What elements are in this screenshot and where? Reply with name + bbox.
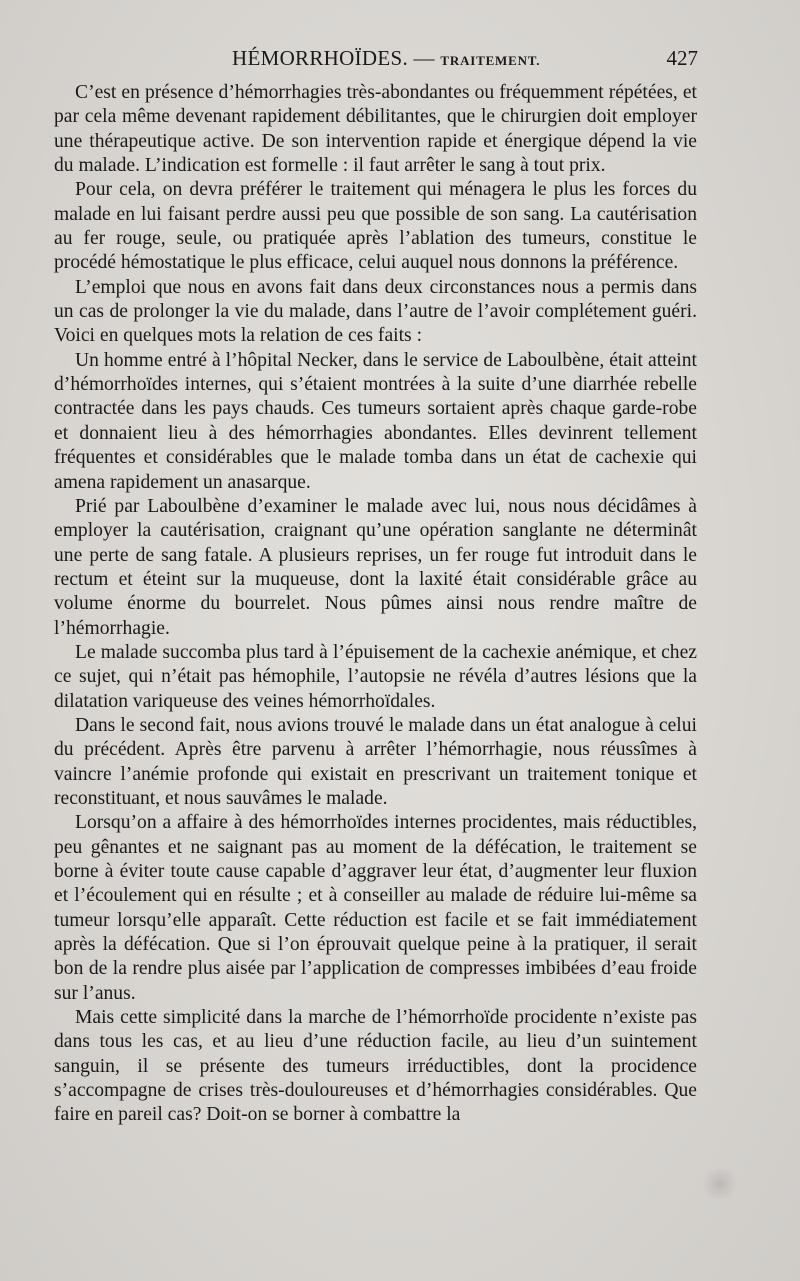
running-title — [232, 46, 540, 71]
paragraph: Pour cela, on devra préférer le traitement qui ménagera le plus les forces du malade en lui faisant perdre aussi peu que possible de son sang. La cautérisation au fer rouge, seule, ou pratiquée après l’ablation des tumeurs, constitue le procédé hémostatique le plus efficace, celui auquel nous donnons la préférence. — [54, 179, 697, 274]
paragraph: Lorsqu’on a affaire à des hémorrhoïdes internes procidentes, mais réductibles, peu gênantes et ne saignant pas au moment de la défécation, le traitement se borne à éviter toute cause capable d’aggraver leur état, d’augmenter leur fluxion et l’écoulement qui en résulte ; et à conseiller au malade de réduire lui-même sa tumeur lorsqu’elle apparaît. Cette réduction est facile et se fait immédiatement après la défécation. Que si l’on éprouvait quelque peine à la pratiquer, il serait bon de la rendre plus aisée par l’application de compresses imbibées d’eau froide sur l’anus. — [54, 812, 697, 1004]
body-text — [54, 81, 697, 1128]
ink-smudge — [700, 1169, 740, 1199]
paragraph: Un homme entré à l’hôpital Necker, dans le service de Laboulbène, était atteint d’hémorrhoïdes internes, qui s’étaient montrées à la suite d’une diarrhée rebelle contractée dans les pays chauds. Ces tumeurs sortaient après chaque garde-robe et donnaient lieu à des hémorrhagies abondantes. Elles devinrent tellement fréquentes et considérables que le malade tomba dans un état de cachexie qui amena rapidement un anasarque. — [54, 349, 697, 493]
paragraph: L’emploi que nous en avons fait dans deux circonstances nous a permis dans un cas de prolonger la vie du malade, dans l’autre de l’avoir complétement guéri. Voici en quelques mots la relation de ces faits : — [54, 276, 697, 347]
running-header — [54, 46, 700, 76]
paragraph: C’est en présence d’hémorrhagies très-abondantes ou fréquemment répétées, et par cela même devenant rapidement débilitantes, que le chirurgien doit employer une thérapeutique active. De son intervention rapide et énergique dépend la vie du malade. L’indication est formelle : il faut arrêter le sang à tout prix. — [54, 82, 697, 177]
running-title-sub: TRAITEMENT. — [440, 53, 541, 68]
page-number: 427 — [666, 46, 698, 70]
paragraph: Mais cette simplicité dans la marche de l’hémorrhoïde procidente n’existe pas dans tous les cas, et au lieu d’une réduction facile, au lieu d’un suintement sanguin, il se présente des tumeurs irréductibles, dont la procidence s’accompagne de crises très-douloureuses et d’hémorrhagies considérables. Que faire en pareil cas? Doit-on se borner à combattre la — [54, 1007, 697, 1126]
running-title-main: HÉMORRHOÏDES. — — [232, 46, 435, 70]
paragraph: Prié par Laboulbène d’examiner le malade avec lui, nous nous décidâmes à employer la cautérisation, craignant qu’une opération sanglante ne déterminât une perte de sang fatale. A plusieurs reprises, un fer rouge fut introduit dans le rectum et éteint sur la muqueuse, dont la laxité était considérable grâce au volume énorme du bourrelet. Nous pûmes ainsi nous rendre maître de l’hémorrhagie. — [54, 495, 697, 639]
paragraph: Le malade succomba plus tard à l’épuisement de la cachexie anémique, et chez ce sujet, qui n’était pas hémophile, l’autopsie ne révéla d’autres lésions que la dilatation variqueuse des veines hémorrhoïdales. — [54, 641, 697, 712]
paragraph: Dans le second fait, nous avions trouvé le malade dans un état analogue à celui du précédent. Après être parvenu à arrêter l’hémorrhagie, nous réussîmes à vaincre l’anémie profonde qui existait en prescrivant un traitement tonique et reconstituant, et nous sauvâmes le malade. — [54, 714, 697, 809]
